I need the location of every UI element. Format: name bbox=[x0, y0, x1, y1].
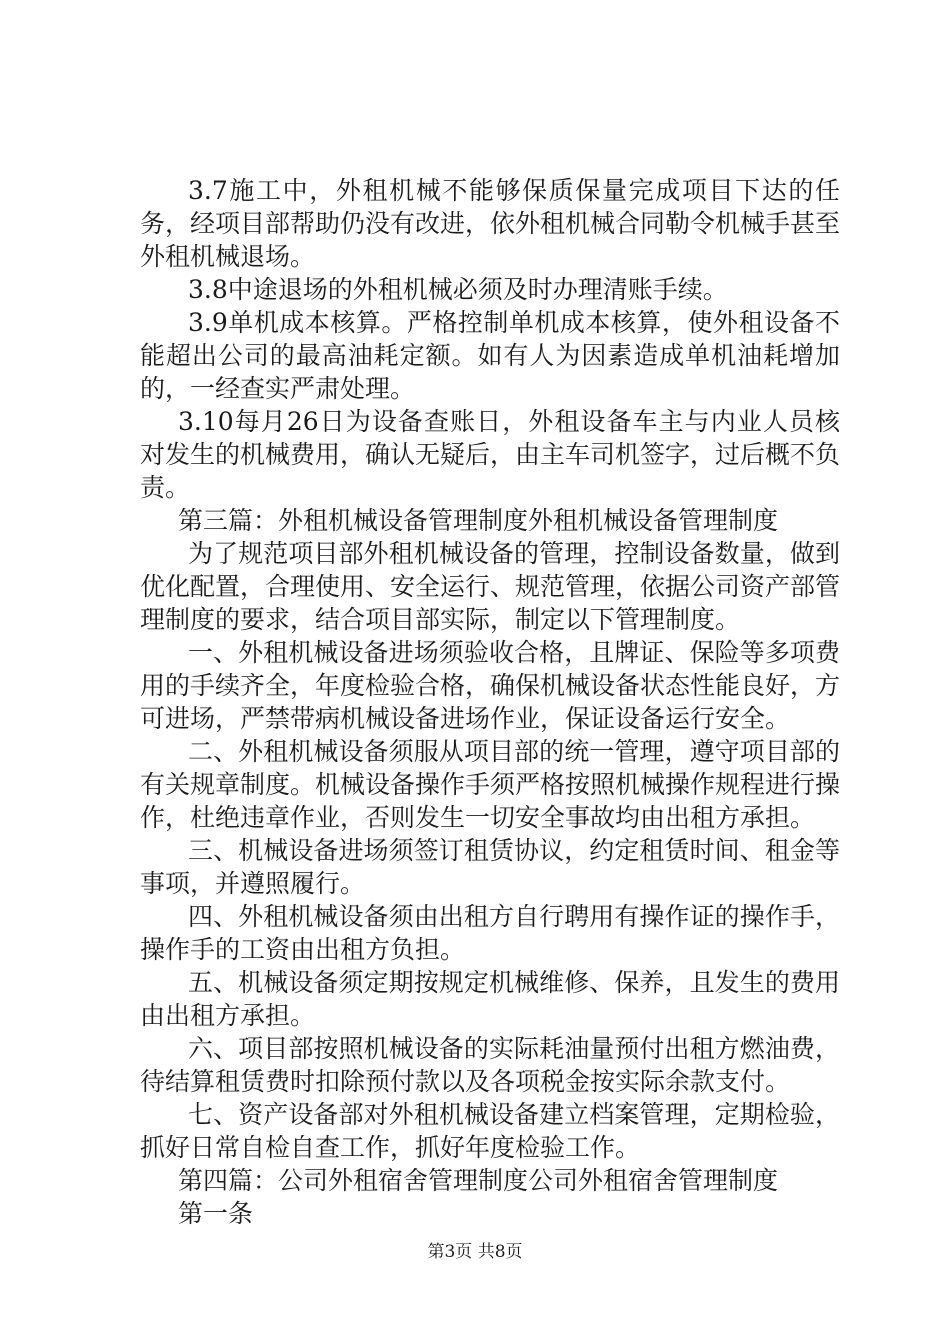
paragraph-3-9: 3.9单机成本核算。严格控制单机成本核算，使外租设备不能超出公司的最高油耗定额。如有人为因素造成单机油耗增加的，一经查实严肃处理。 bbox=[140, 308, 840, 403]
paragraph-intro: 为了规范项目部外租机械设备的管理，控制设备数量，做到优化配置，合理使用、安全运行、规范管理，依据公司资产部管理制度的要求，结合项目部实际，制定以下管理制度。 bbox=[140, 539, 841, 634]
paragraph-item-4: 四、外租机械设备须由出租方自行聘用有操作证的操作手，操作手的工资由出租方负担。 bbox=[140, 902, 840, 964]
section-heading-part-4: 第四篇：公司外租宿舍管理制度公司外租宿舍管理制度 bbox=[178, 1166, 779, 1195]
article-one-heading: 第一条 bbox=[178, 1199, 254, 1228]
paragraph-item-5: 五、机械设备须定期按规定机械维修、保养，且发生的费用由出租方承担。 bbox=[140, 968, 840, 1030]
page-footer: 第3页 共8页 bbox=[427, 1242, 523, 1262]
paragraph-item-1: 一、外租机械设备进场须验收合格，且牌证、保险等多项费用的手续齐全，年度检验合格，确保机械设备状态性能良好，方可进场，严禁带病机械设备进场作业，保证设备运行安全。 bbox=[140, 638, 841, 733]
paragraph-item-7: 七、资产设备部对外租机械设备建立档案管理，定期检验，抓好日常自检自查工作，抓好年度检验工作。 bbox=[140, 1100, 840, 1162]
paragraph-item-3: 三、机械设备进场须签订租赁协议，约定租赁时间、租金等事项，并遵照履行。 bbox=[140, 836, 840, 898]
paragraph-item-2: 二、外租机械设备须服从项目部的统一管理，遵守项目部的有关规章制度。机械设备操作手须严格按照机械操作规程进行操作，杜绝违章作业，否则发生一切安全事故均由出租方承担。 bbox=[140, 737, 841, 832]
paragraph-3-10: 3.10每月26日为设备查账日，外租设备车主与内业人员核对发生的机械费用，确认无疑后，由主车司机签字，过后概不负责。 bbox=[140, 407, 841, 502]
document-body bbox=[140, 174, 840, 1230]
paragraph-3-7: 3.7施工中，外租机械不能够保质保量完成项目下达的任务，经项目部帮助仍没有改进，依外租机械合同勒令机械手甚至外租机械退场。 bbox=[140, 176, 841, 271]
paragraph-item-6: 六、项目部按照机械设备的实际耗油量预付出租方燃油费，待结算租赁费时扣除预付款以及各项税金按实际余款支付。 bbox=[140, 1034, 840, 1096]
paragraph-3-8: 3.8中途退场的外租机械必须及时办理清账手续。 bbox=[188, 275, 728, 304]
section-heading-part-3: 第三篇：外租机械设备管理制度外租机械设备管理制度 bbox=[178, 506, 779, 535]
